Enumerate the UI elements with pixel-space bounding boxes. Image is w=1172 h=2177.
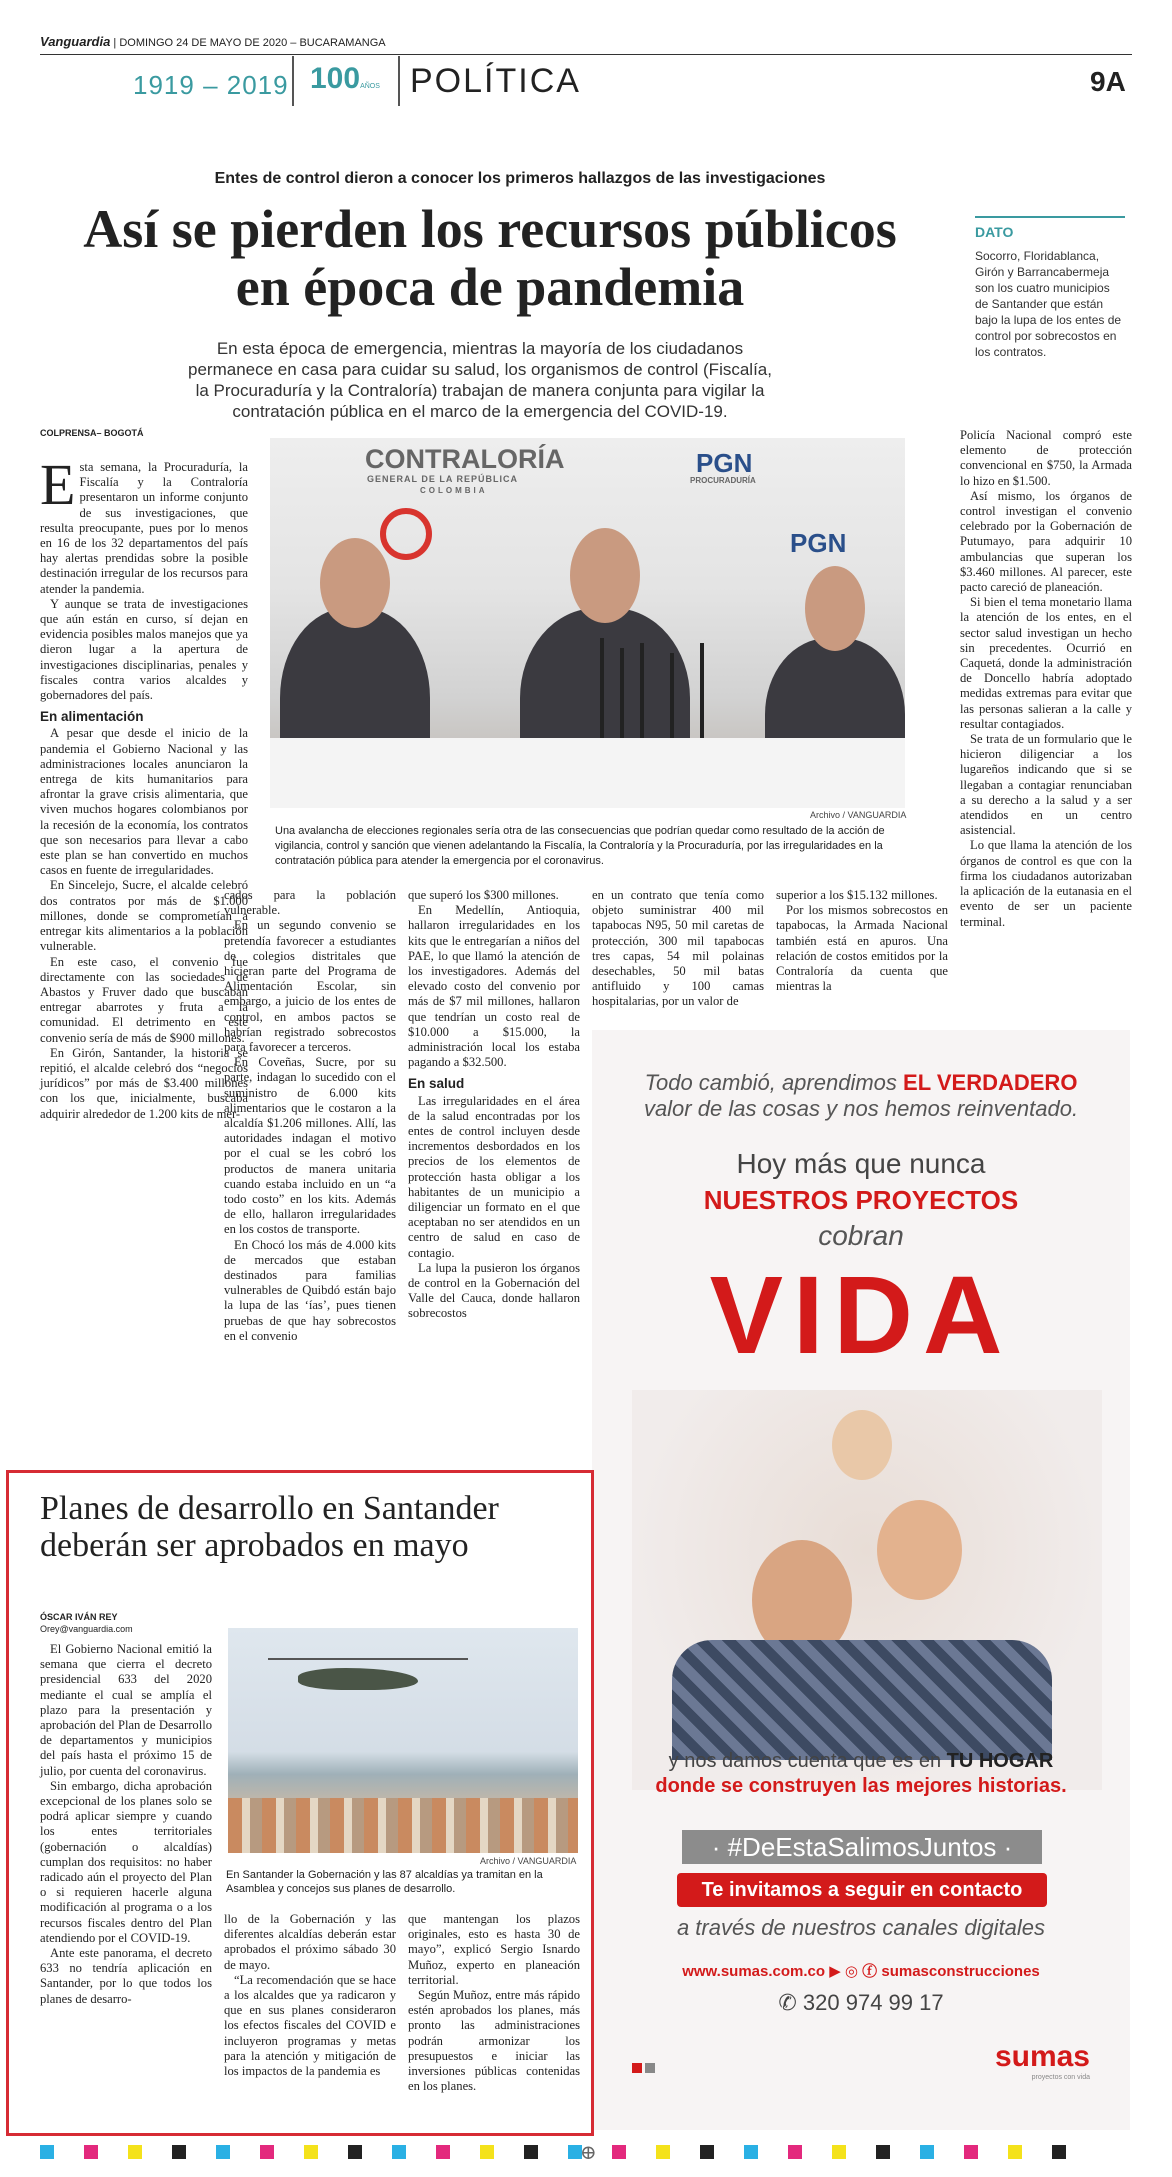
anniversary-logo (310, 62, 380, 96)
registration-mark-icon: ⊕ (580, 2142, 597, 2164)
paragraph: sta semana, la Procuraduría, la Fiscalía y la Contraloría presentaron un informe conjunto de sus investigaciones, que resulta preocupante, pues por lo menos en 16 de los 32 departamentos del país hay alertas prendidas sobre la posible destinación irregular de los recursos para atender la pandemia. (40, 460, 248, 596)
color-swatch (612, 2145, 626, 2159)
ad-line-1 (592, 1070, 1130, 1122)
page-number: 9A (1090, 66, 1126, 97)
city-buildings (228, 1798, 578, 1853)
paragraph: Así mismo, los órganos de control investigan el convenio celebrado por la Gobernación de Putumayo, para adquirir 10 ambulancias que superan los $3.460 millones. Al parecer, este pacto careció de planeación. (960, 488, 1132, 595)
color-swatch (524, 2145, 538, 2159)
second-author: ÓSCAR IVÁN REY (40, 1612, 118, 1622)
ad-donde: donde se construyen las mejores historias. (655, 1775, 1067, 1797)
subheading: En salud (408, 1076, 465, 1092)
paragraph: en un contrato que tenía como objeto suministrar 400 mil tapabocas N95, 50 mil caretas de protección, 300 mil tapabocas tres capas, 54 mil polainas desechables, 50 mil batas antifluido y 100 camas hospitalarias, por un valor de (592, 888, 764, 1009)
paragraph: Según Muñoz, entre más rápido estén aprobados los planes, más pronto las administraciones podrán armonizar los presupuestos e iniciar las inversiones públicas contenidas en los planes. (408, 1988, 580, 2094)
section-title: POLÍTICA (410, 62, 581, 100)
masthead-date: DOMINGO 24 DE MAYO DE 2020 – BUCARAMANGA (119, 37, 386, 49)
dato-title: DATO (975, 224, 1014, 240)
color-swatch (1008, 2145, 1022, 2159)
paragraph: superior a los $15.132 millones. (776, 888, 938, 902)
paragraph: que superó los $300 millones. (408, 888, 559, 902)
story-byline: COLPRENSA– BOGOTÁ (40, 428, 144, 438)
story-headline: Así se pierden los recursos públicos en época de pandemia (83, 199, 897, 317)
subheading: En alimentación (40, 709, 144, 725)
woman-head (877, 1500, 962, 1600)
masthead (40, 34, 1132, 55)
ad-hogar (592, 1750, 1130, 1773)
paragraph: En Medellín, Antioquia, hallaron irregularidades en los kits que le entregarían a niños del PAE, lo que llamó la atención de los investigadores. Además del elevado costo del convenio por más de $7 mil millones, hallaron que tendrían un costo real de $10.000 a $15.000, la administración local los estaba pagando a $32.500. (408, 903, 580, 1070)
masthead-separator: | (113, 37, 120, 49)
paragraph: que mantengan los plazos originales, esto es hasta 30 de mayo”, explicó Sergio Isnardo Muñoz, experto en planeación territorial. (408, 1912, 580, 1987)
color-swatch (788, 2145, 802, 2159)
paragraph: Sin embargo, dicha aprobación excepcional de los planes solo se podrá aplicar siempre y cuando los entes territoriales (gobernación o alcaldías) cumplan dos requisitos: no haber radicado aún el proyecto del Plan o si requieren hacerle alguna modificación al programa o a los recursos fiscales dentro del Plan atendiendo por el COVID-19. (40, 1778, 212, 1945)
paragraph: llo de la Gobernación y las diferentes alcaldías deberán estar aprobados el próximo sábado 30 de mayo. (224, 1912, 396, 1972)
family-photo (632, 1390, 1102, 1790)
ad-vida: VIDA (709, 1254, 1013, 1377)
newspaper-brand: Vanguardia (40, 34, 111, 49)
ad-contact-links (592, 1960, 1130, 1981)
article-column-6 (960, 428, 1132, 930)
brand-name: sumas (994, 2040, 1090, 2073)
color-swatch (964, 2145, 978, 2159)
paragraph: “La recomendación que se hace a los alcaldes que ya radicaron y que en sus planes consideraron los efectos fiscales del COVID e incluyeron programas y metas para la atención y mitigación de los impactos de la pandemia es (224, 1972, 396, 2079)
photo-sign: PGN (696, 448, 753, 478)
color-swatch (920, 2145, 934, 2159)
header-divider (292, 56, 294, 106)
color-swatch (480, 2145, 494, 2159)
ad-website[interactable]: www.sumas.com.co (682, 1963, 826, 1980)
dropcap: E (40, 452, 76, 517)
color-swatch (304, 2145, 318, 2159)
color-swatch (744, 2145, 758, 2159)
color-swatch (392, 2145, 406, 2159)
photo-credit: Archivo / VANGUARDIA (480, 1856, 577, 1866)
man-shirt (672, 1640, 1052, 1760)
paragraph: En Chocó los más de 4.000 kits de mercados que estaban destinados para familias vulnerables de Quibdó están bajo la lupa de las ‘ías’, pues tienen pruebas de que hay sobrecostos en el convenio (224, 1237, 396, 1343)
article-column-2 (224, 888, 396, 1344)
logo-number: 100 (310, 62, 361, 95)
second-column-2 (224, 1912, 396, 2079)
photo-sign: PROCURADURÍA (690, 476, 756, 485)
paragraph: Ante este panorama, el decreto 633 no tendría aplicación en Santander, por lo que todos los planes de desarro- (40, 1946, 212, 2006)
sumas-advertisement[interactable] (592, 1030, 1130, 2130)
paragraph: Por los mismos sobrecostos en tapabocas, la Armada Nacional también está en apuros. Una relación de costos emitidos por la Contraloría da cuenta que mientras la (776, 903, 948, 994)
second-headline: Planes de desarrollo en Santander deberán ser aprobados en mayo (40, 1490, 499, 1564)
anniversary-years: 1919 – 2019 (133, 70, 289, 100)
photo-sign: GENERAL DE LA REPÚBLICA (367, 474, 519, 484)
ad-hashtag: · #DeEstaSalimosJuntos · (682, 1830, 1042, 1864)
dato-text: Socorro, Floridablanca, Girón y Barrancabermeja son los cuatro municipios de Santander que están bajo la lupa de los entes de control por sobrecostos en los contratos. (975, 249, 1122, 359)
paragraph: La lupa la pusieron los órganos de control en la Gobernación del Valle del Cauca, donde hallaron sobrecostos (408, 1260, 580, 1321)
whatsapp-icon: ✆ (778, 1990, 803, 2015)
story-lead: En esta época de emergencia, mientras la mayoría de los ciudadanos permanece en casa para cuidar su salud, los organismos de control (Fiscalía, la Procuraduría y la Contraloría) trabajan de manera conjunta para vigilar la contratación pública en el marco de la emergencia del COVID-19. (188, 339, 772, 421)
logo-sub: AÑOS (360, 83, 380, 90)
ad-phone (592, 1990, 1130, 2016)
second-email[interactable]: Orey@vanguardia.com (40, 1624, 133, 1634)
paragraph: Lo que llama la atención de los órganos de control es que con la firma los ciudadanos autorizaban la aplicación de la eutanasia en el evento de ser un paciente terminal. (960, 838, 1132, 929)
ad-line-1a: Todo cambió, aprendimos (644, 1070, 897, 1095)
paragraph: cados para la población vulnerable. (224, 888, 396, 918)
color-swatch (84, 2145, 98, 2159)
press-conference-photo (270, 438, 905, 808)
color-swatch (436, 2145, 450, 2159)
conference-table (270, 738, 905, 808)
ad-proyectos: NUESTROS PROYECTOS (703, 1185, 1019, 1215)
ad-cobran: cobran (818, 1220, 904, 1251)
dot (632, 2063, 642, 2073)
paragraph: En Coveñas, Sucre, por su parte, indagan lo sucedido con el suministro de 6.000 kits alimentarios que le costaron a la alcaldía $1.206 millones. Allí, las autoridades indagan el motivo por el cual se les cobró los productos de manera unitaria cuando estaba incluido en un “a todo costo” en los kits. Además de ello, hallaron irregularidades en los costos de transporte. (224, 1055, 396, 1237)
paragraph: En Sincelejo, Sucre, el alcalde celebró dos contratos por más de $1.000 millones, donde se comprometían a entregar kits alimentarios a la población vulnerable. (40, 878, 248, 954)
second-column-1 (40, 1642, 212, 2007)
article-column-5 (776, 888, 948, 994)
photo-sign: CONTRALORÍA (365, 444, 565, 474)
brand-tagline: proyectos con vida (1031, 2074, 1090, 2081)
color-swatch (216, 2145, 230, 2159)
photo-caption: En Santander la Gobernación y las 87 alcaldías ya tramitan en la Asamblea y concejos sus planes de desarrollo. (226, 1869, 543, 1895)
article-column-3 (408, 888, 580, 1322)
article-column-4 (592, 888, 764, 1010)
photo-sign: COLOMBIA (420, 486, 488, 495)
paragraph: Y aunque se trata de investigaciones que aún están en curso, sí dejan en evidencia posibles malos manejos que ya dieron lugar a la apertura de investigaciones disciplinarias, penales y fiscales contra varios alcaldes y gobernadores del país. (40, 596, 248, 703)
ad-hoy: Hoy más que nunca (736, 1148, 986, 1179)
paragraph: En un segundo convenio se pretendía favorecer a estudiantes de colegios distritales que hicieran parte del Programa de Alimentación Escolar, sin embargo, a juicio de los entes de control, en ambos pactos se habrían registrado sobrecostos para favorecer a terceros. (224, 918, 396, 1055)
color-swatch (348, 2145, 362, 2159)
color-swatch (832, 2145, 846, 2159)
child-head (832, 1410, 892, 1480)
rotor (268, 1658, 468, 1660)
color-swatch (260, 2145, 274, 2159)
photo-credit: Archivo / VANGUARDIA (810, 810, 907, 820)
helicopter (298, 1668, 418, 1690)
paragraph: En este caso, el convenio fue directamente con las sociedades de Abastos y Fruver dado que buscaban entregar abarrotes y fruta a la comunidad. El detrimento en este convenio sería de más de $900 millones. (40, 954, 248, 1045)
color-swatch (1052, 2145, 1066, 2159)
paragraph: A pesar que desde el inicio de la pandemia el Gobierno Nacional y las administraciones locales anunciaron la entrega de kits humanitarios para afrontar la grave crisis alimentaria, que viven muchos hogares colombianos por la recesión de la economía, los contratos que son necesarios para llevar a cabo este plan se han convertido en muchos casos en fuente de irregularidades. (40, 726, 248, 878)
paragraph: En Girón, Santander, la historia se repitió, el alcalde celebró dos “negocios jurídicos” por más de $3.400 millones con los que, inicialmente, buscaba adquirir alrededor de 1.200 kits de mer- (40, 1045, 248, 1121)
ad-invite: Te invitamos a seguir en contacto (677, 1873, 1047, 1907)
paragraph: Policía Nacional compró este elemento de protección convencional en $750, la Armada lo hizo en $1.500. (960, 428, 1132, 488)
ad-phone-number[interactable]: 320 974 99 17 (802, 1990, 944, 2015)
paragraph: Si bien el tema monetario llama la atención de los entes, en el sector salud investigan un hecho sin precedentes. Ocurrió en Caquetá, donde la administración de Doncello habría adoptado medidas extremas para evitar que las personas salieran a la calle y resultar contagiados. (960, 595, 1132, 731)
dot (645, 2063, 655, 2073)
color-swatch (876, 2145, 890, 2159)
ad-social-handle[interactable]: sumasconstrucciones (881, 1963, 1040, 1980)
ad-canales: a través de nuestros canales digitales (676, 1915, 1046, 1940)
color-swatch (128, 2145, 142, 2159)
official-right-head (805, 566, 865, 651)
color-swatch (172, 2145, 186, 2159)
second-column-3 (408, 1912, 580, 2094)
paragraph: El Gobierno Nacional emitió la semana que cierra el decreto presidencial 633 del 2020 mediante el cual se amplía el plazo para la presentación y aprobación del Plan de Desarrollo de departamentos y municipios del país hasta el próximo 15 de julio, por cuenta del coronavirus. (40, 1642, 212, 1778)
header-divider (398, 56, 400, 106)
ad-line-1b: EL VERDADERO (903, 1070, 1078, 1095)
official-center-head (570, 528, 640, 623)
story-kicker: Entes de control dieron a conocer los primeros hallazgos de las investigaciones (214, 170, 826, 187)
ad-line-2: valor de las cosas y nos hemos reinventado. (643, 1096, 1079, 1121)
social-icons: ▶ ◎ ⓕ (829, 1963, 882, 1980)
ad-hogar-b: TU HOGAR (946, 1750, 1054, 1772)
color-swatch (656, 2145, 670, 2159)
ad-hogar-a: y nos damos cuenta que es en (668, 1750, 942, 1772)
paragraph: Las irregularidades en el área de la salud encontradas por los entes de control incluyen desde incrementos desbordados en los precios de los elementos de protección hasta obligar a los habitantes de un municipio a diligenciar un formato en el que aceptaban no ser atendidos en un centro de salud en caso de contagio. (408, 1093, 580, 1260)
paragraph: Se trata de un formulario que le hicieron diligenciar a los lugareños indicando que si se llegaban a contagiar renunciaban a su derecho a la salud y a ser atendidos en un centro asistencial. (960, 732, 1132, 838)
logo-circle (380, 508, 432, 560)
photo-caption: Una avalancha de elecciones regionales sería otra de las consecuencias que podrían quedar como resultado de la acción de vigilancia, control y sanción que vienen adelantando la Fiscalía, la Contraloría y la Procuraduría, por las irregularidades en la contratación pública para atender la emergencia por el coronavirus. (275, 825, 885, 867)
official-left-head (320, 538, 390, 628)
article-column-1 (40, 452, 248, 1122)
sumas-logo (995, 2040, 1090, 2081)
color-swatch (700, 2145, 714, 2159)
photo-sign: PGN (790, 528, 847, 558)
helicopter-city-photo (228, 1628, 578, 1853)
dato-box (975, 216, 1125, 360)
ad-dots (632, 2060, 658, 2078)
color-swatch (40, 2145, 54, 2159)
